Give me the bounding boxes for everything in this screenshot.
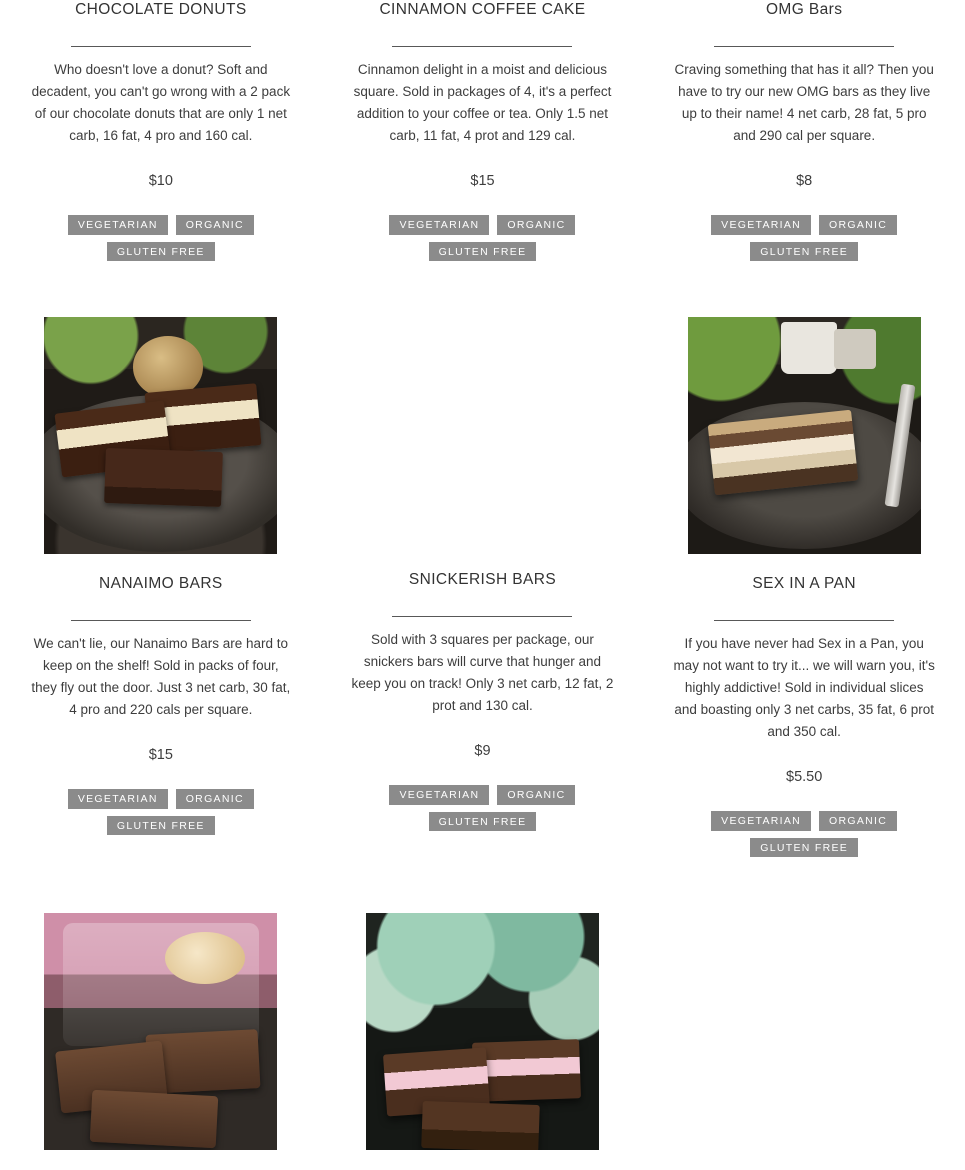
title-divider: [71, 620, 251, 621]
tag-vegetarian[interactable]: VEGETARIAN: [68, 789, 168, 809]
tag-gluten-free[interactable]: GLUTEN FREE: [107, 242, 215, 262]
product-tags: [53, 789, 268, 835]
bar-shape: [472, 1039, 581, 1102]
tag-organic[interactable]: ORGANIC: [176, 215, 254, 235]
product-price: $15: [470, 173, 495, 190]
label-shape: [165, 932, 244, 984]
product-title: NANAIMO BARS: [99, 575, 223, 593]
tag-gluten-free[interactable]: GLUTEN FREE: [750, 242, 858, 262]
product-image-nanaimo-bars[interactable]: [44, 317, 277, 554]
nanaimo-bars-photo: [44, 317, 277, 554]
product-title: CINNAMON COFFEE CAKE: [379, 1, 586, 18]
tag-organic[interactable]: ORGANIC: [497, 785, 575, 805]
tag-gluten-free[interactable]: GLUTEN FREE: [107, 816, 215, 836]
product-description: Cinnamon delight in a moist and delicious square. Sold in packages of 4, it's a perfect addition to your coffee or tea. Only 1.5 net carb, 11 fat, 4 prot and 129 cal.: [353, 62, 612, 144]
mint-bars-photo: [366, 913, 599, 1150]
product-description: We can't lie, our Nanaimo Bars are hard to keep on the shelf! Sold in packs of four, they fly out the door. Just 3 net carb, 30 fat, 4 pro and 220 cals per square.: [31, 636, 291, 718]
tag-vegetarian[interactable]: VEGETARIAN: [389, 785, 489, 805]
tag-vegetarian[interactable]: VEGETARIAN: [68, 215, 168, 235]
product-card-empty: [643, 905, 965, 1170]
product-price: $8: [796, 173, 813, 190]
product-card-chocolate-donuts[interactable]: [0, 0, 322, 261]
product-title: SEX IN A PAN: [752, 575, 856, 593]
tag-gluten-free[interactable]: GLUTEN FREE: [429, 812, 537, 832]
product-title: SNICKERISH BARS: [408, 571, 557, 589]
pot-shape: [781, 322, 837, 374]
product-title: CHOCOLATE DONUTS: [75, 1, 247, 18]
product-tags: [697, 811, 912, 857]
product-grid-row-2: [0, 309, 965, 857]
product-card-nanaimo-bars[interactable]: [0, 309, 322, 857]
brownie-photo: [44, 913, 277, 1150]
bar-shape: [104, 448, 222, 507]
product-image-mint-bars[interactable]: [366, 913, 599, 1150]
title-divider: [392, 46, 572, 47]
sex-in-a-pan-photo: [688, 317, 921, 554]
product-grid-row-1: [0, 0, 965, 261]
tag-vegetarian[interactable]: VEGETARIAN: [711, 215, 811, 235]
product-image-brownies[interactable]: [44, 913, 277, 1150]
product-tags: [53, 215, 268, 261]
slice-shape: [708, 409, 859, 495]
product-card-omg-bars[interactable]: [643, 0, 965, 261]
title-divider: [714, 620, 894, 621]
product-tags: [697, 215, 912, 261]
title-divider: [392, 616, 572, 617]
tag-organic[interactable]: ORGANIC: [497, 215, 575, 235]
brownie-shape: [90, 1090, 218, 1149]
product-card-mint-bars[interactable]: [322, 905, 644, 1170]
product-grid-row-3: [0, 905, 965, 1170]
tag-vegetarian[interactable]: VEGETARIAN: [389, 215, 489, 235]
tag-organic[interactable]: ORGANIC: [819, 811, 897, 831]
product-tags: [375, 785, 590, 831]
product-tags: [375, 215, 590, 261]
product-card-snickerish-bars[interactable]: [322, 309, 644, 857]
tag-vegetarian[interactable]: VEGETARIAN: [711, 811, 811, 831]
product-card-brownies[interactable]: [0, 905, 322, 1170]
product-description: Sold with 3 squares per package, our snickers bars will curve that hunger and keep you on track! Only 3 net carb, 12 fat, 2 prot and 130 cal.: [351, 632, 614, 714]
product-title: OMG Bars: [765, 1, 843, 18]
product-price: $10: [148, 173, 173, 190]
product-card-cinnamon-coffee-cake[interactable]: [322, 0, 644, 261]
bar-shape: [421, 1101, 539, 1150]
pot-shape: [834, 329, 876, 369]
tag-organic[interactable]: ORGANIC: [176, 789, 254, 809]
product-description: Craving something that has it all? Then you have to try our new OMG bars as they live up to their name! 4 net carb, 28 fat, 5 pro and 290 cal per square.: [674, 62, 934, 144]
tag-gluten-free[interactable]: GLUTEN FREE: [750, 838, 858, 858]
title-divider: [71, 46, 251, 47]
product-card-sex-in-a-pan[interactable]: [643, 309, 965, 857]
title-divider: [714, 46, 894, 47]
product-price: $15: [148, 747, 173, 764]
tag-gluten-free[interactable]: GLUTEN FREE: [429, 242, 537, 262]
product-image-sex-in-a-pan[interactable]: [688, 317, 921, 554]
product-price: $9: [474, 743, 491, 760]
tag-organic[interactable]: ORGANIC: [819, 215, 897, 235]
product-description: Who doesn't love a donut? Soft and decadent, you can't go wrong with a 2 pack of our chocolate donuts that are only 1 net carb, 16 fat, 4 pro and 160 cal.: [31, 62, 291, 144]
product-price: $5.50: [786, 769, 823, 786]
product-description: If you have never had Sex in a Pan, you may not want to try it... we will warn you, it's highly addictive! Sold in individual slices and boasting only 3 net carbs, 35 fat, 6 prot and 350 cal.: [673, 636, 935, 740]
